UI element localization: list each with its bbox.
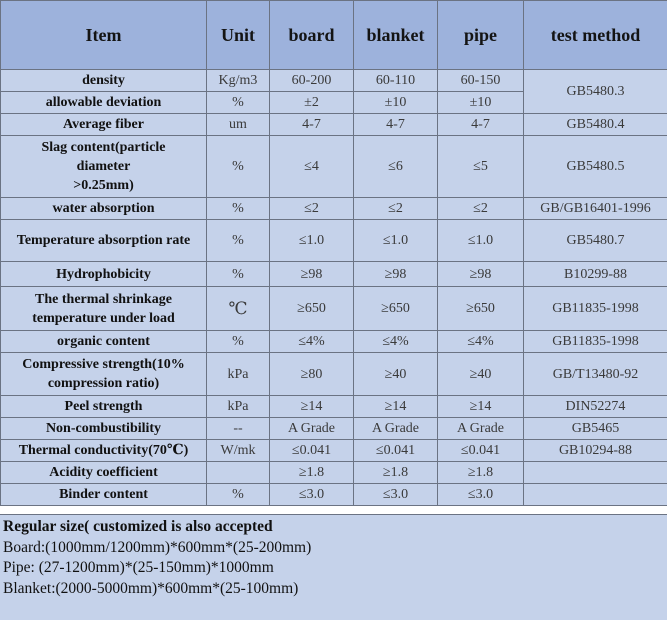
- item-cell: Average fiber: [1, 114, 207, 136]
- blanket-cell: ≤6: [354, 136, 438, 198]
- board-cell: ≤4%: [270, 331, 354, 353]
- board-cell: ≤0.041: [270, 440, 354, 462]
- blanket-cell: ≥650: [354, 287, 438, 331]
- item-line: temperature under load: [32, 310, 175, 326]
- board-cell: ≥1.8: [270, 462, 354, 484]
- board-cell: ≤3.0: [270, 484, 354, 506]
- blanket-cell: ≤2: [354, 198, 438, 220]
- table-row: [1, 396, 667, 418]
- item-cell: Binder content: [1, 484, 207, 506]
- unit-cell: um: [207, 114, 270, 136]
- table-row: [1, 287, 667, 331]
- table-row: [1, 262, 667, 287]
- unit-cell: ℃: [207, 287, 270, 331]
- item-cell: Peel strength: [1, 396, 207, 418]
- blanket-cell: ≥40: [354, 353, 438, 396]
- blanket-cell: ≥14: [354, 396, 438, 418]
- method-cell: [524, 484, 667, 506]
- item-cell: Temperature absorption rate: [1, 220, 207, 262]
- header-pipe: pipe: [438, 1, 524, 70]
- header-test-method: test method: [524, 1, 667, 70]
- item-line: compression ratio): [47, 376, 160, 391]
- header-blanket: blanket: [354, 1, 438, 70]
- method-cell: DIN52274: [524, 396, 667, 418]
- header-item: Item: [1, 1, 207, 70]
- method-cell: GB5480.4: [524, 114, 667, 136]
- blanket-cell: A Grade: [354, 418, 438, 440]
- unit-cell: W/mk: [207, 440, 270, 462]
- unit-cell: %: [207, 92, 270, 114]
- unit-cell: Kg/m3: [207, 70, 270, 92]
- unit-cell: %: [207, 198, 270, 220]
- table-row: [1, 70, 667, 92]
- pipe-cell: ≤1.0: [438, 220, 524, 262]
- unit-cell: [207, 462, 270, 484]
- board-cell: ≥650: [270, 287, 354, 331]
- pipe-cell: A Grade: [438, 418, 524, 440]
- table-row: [1, 114, 667, 136]
- board-cell: ±2: [270, 92, 354, 114]
- board-cell: ≤2: [270, 198, 354, 220]
- pipe-cell: ≥650: [438, 287, 524, 331]
- item-cell: allowable deviation: [1, 92, 207, 114]
- pipe-cell: ≤5: [438, 136, 524, 198]
- blanket-cell: ≥98: [354, 262, 438, 287]
- table-row: [1, 136, 667, 198]
- method-cell: GB5480.7: [524, 220, 667, 262]
- blanket-cell: ≤4%: [354, 331, 438, 353]
- board-cell: ≤4: [270, 136, 354, 198]
- pipe-cell: 60-150: [438, 70, 524, 92]
- pipe-cell: ≥40: [438, 353, 524, 396]
- table-row: [1, 440, 667, 462]
- board-cell: ≤1.0: [270, 220, 354, 262]
- blanket-cell: ≤0.041: [354, 440, 438, 462]
- blanket-cell: ≤1.0: [354, 220, 438, 262]
- method-cell: GB11835-1998: [524, 287, 667, 331]
- blanket-cell: ±10: [354, 92, 438, 114]
- unit-cell: %: [207, 136, 270, 198]
- item-line: >0.25mm): [73, 178, 134, 193]
- board-cell: 60-200: [270, 70, 354, 92]
- pipe-cell: ≥1.8: [438, 462, 524, 484]
- item-cell: Acidity coefficient: [1, 462, 207, 484]
- method-cell: GB5480.3: [524, 70, 667, 114]
- item-line: Compressive strength(10%: [22, 357, 185, 372]
- method-cell: GB5465: [524, 418, 667, 440]
- table-row: [1, 418, 667, 440]
- blanket-cell: ≤3.0: [354, 484, 438, 506]
- item-cell: Hydrophobicity: [1, 262, 207, 287]
- table-row: [1, 331, 667, 353]
- board-cell: ≥80: [270, 353, 354, 396]
- method-cell: GB10294-88: [524, 440, 667, 462]
- unit-cell: kPa: [207, 353, 270, 396]
- method-cell: B10299-88: [524, 262, 667, 287]
- pipe-cell: ≥14: [438, 396, 524, 418]
- header-board: board: [270, 1, 354, 70]
- board-cell: 4-7: [270, 114, 354, 136]
- table-row: [1, 198, 667, 220]
- table-row: [1, 484, 667, 506]
- unit-cell: %: [207, 331, 270, 353]
- item-cell: organic content: [1, 331, 207, 353]
- table-row: [1, 220, 667, 262]
- pipe-cell: ≤4%: [438, 331, 524, 353]
- method-cell: GB11835-1998: [524, 331, 667, 353]
- blanket-cell: ≥1.8: [354, 462, 438, 484]
- unit-cell: --: [207, 418, 270, 440]
- header-row: [1, 1, 667, 70]
- method-cell: GB5480.5: [524, 136, 667, 198]
- item-line: The thermal shrinkage: [35, 291, 172, 307]
- pipe-cell: ≤3.0: [438, 484, 524, 506]
- notes-pipe: Pipe: (27-1200mm)*(25-150mm)*1000mm: [3, 559, 274, 576]
- item-cell: [1, 353, 207, 396]
- method-cell: [524, 462, 667, 484]
- unit-cell: %: [207, 220, 270, 262]
- pipe-cell: ≥98: [438, 262, 524, 287]
- item-cell: [1, 136, 207, 198]
- blanket-cell: 4-7: [354, 114, 438, 136]
- item-cell: Non-combustibility: [1, 418, 207, 440]
- item-cell: [1, 287, 207, 331]
- notes-heading: Regular size( customized is also accepted: [3, 518, 273, 535]
- item-cell: water absorption: [1, 198, 207, 220]
- item-line: Slag content(particle: [41, 140, 166, 155]
- unit-cell: kPa: [207, 396, 270, 418]
- item-cell: Thermal conductivity(70℃): [1, 440, 207, 462]
- notes-blanket: Blanket:(2000-5000mm)*600mm*(25-100mm): [3, 579, 299, 597]
- pipe-cell: 4-7: [438, 114, 524, 136]
- board-cell: A Grade: [270, 418, 354, 440]
- pipe-cell: ±10: [438, 92, 524, 114]
- method-cell: GB/GB16401-1996: [524, 198, 667, 220]
- pipe-cell: ≤0.041: [438, 440, 524, 462]
- pipe-cell: ≤2: [438, 198, 524, 220]
- unit-cell: %: [207, 484, 270, 506]
- method-cell: GB/T13480-92: [524, 353, 667, 396]
- board-cell: ≥98: [270, 262, 354, 287]
- unit-cell: %: [207, 262, 270, 287]
- item-cell: density: [1, 70, 207, 92]
- notes-board: Board:(1000mm/1200mm)*600mm*(25-200mm): [3, 538, 312, 556]
- item-line: diameter: [76, 159, 131, 174]
- blanket-cell: 60-110: [354, 70, 438, 92]
- header-unit: Unit: [207, 1, 270, 70]
- regular-size-notes: [0, 514, 667, 620]
- table-row: [1, 353, 667, 396]
- board-cell: ≥14: [270, 396, 354, 418]
- table-row: [1, 462, 667, 484]
